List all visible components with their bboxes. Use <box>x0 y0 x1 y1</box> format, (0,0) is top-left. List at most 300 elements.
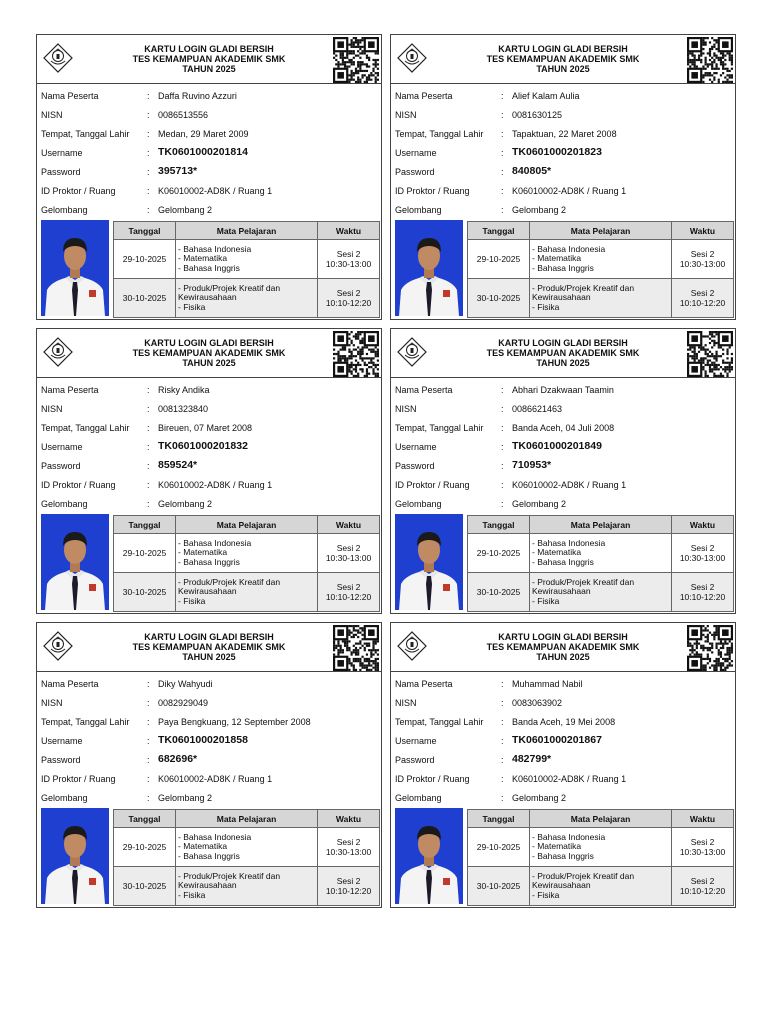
info-label: Password <box>41 167 81 177</box>
table-row <box>468 534 734 573</box>
info-colon: : <box>501 755 504 765</box>
info-row-password <box>395 458 733 477</box>
subject-line: - Matematika <box>178 547 228 558</box>
session-time: 10:30-13:00 <box>325 259 372 269</box>
info-colon: : <box>147 129 150 139</box>
info-colon: : <box>501 480 504 490</box>
info-value-username: TK0601000201814 <box>158 146 248 158</box>
info-value-nisn: 0081323840 <box>158 404 209 414</box>
header-mata-pelajaran: Mata Pelajaran <box>530 222 672 240</box>
info-label: Username <box>41 736 83 746</box>
card-title-line: TES KEMAMPUAN AKADEMIK SMK <box>132 642 286 652</box>
session-time: 10:30-13:00 <box>325 553 372 563</box>
info-colon: : <box>501 499 504 509</box>
session-time: 10:10-12:20 <box>679 886 726 896</box>
schedule-time <box>672 573 734 612</box>
info-value-username: TK0601000201823 <box>512 146 602 158</box>
card-header <box>37 623 381 672</box>
subject-line: - Bahasa Inggris <box>178 262 240 273</box>
tut-wuri-handayani-logo-icon <box>41 41 75 75</box>
info-colon: : <box>147 423 150 433</box>
session-label: Sesi 2 <box>690 543 715 553</box>
participant-info <box>395 676 733 809</box>
schedule-subjects <box>176 573 318 612</box>
table-header-row <box>114 516 380 534</box>
info-label: Gelombang <box>395 499 442 509</box>
info-colon: : <box>147 717 150 727</box>
subject-line: - Bahasa Indonesia <box>178 537 252 548</box>
subject-line: - Produk/Projek Kreatif dan <box>178 282 281 293</box>
participant-info <box>41 382 379 515</box>
info-colon: : <box>501 679 504 689</box>
info-colon: : <box>501 717 504 727</box>
info-label: ID Proktor / Ruang <box>41 186 116 196</box>
table-row <box>114 279 380 318</box>
info-colon: : <box>147 205 150 215</box>
info-row-password <box>395 164 733 183</box>
info-value-username: TK0601000201832 <box>158 440 248 452</box>
subject-line: - Fisika <box>178 595 206 606</box>
session-label: Sesi 2 <box>336 288 361 298</box>
info-value-password: 395713* <box>158 165 198 177</box>
info-row-proktor <box>41 183 379 202</box>
subject-line: - Produk/Projek Kreatif dan <box>178 576 281 587</box>
info-label: ID Proktor / Ruang <box>395 774 470 784</box>
info-label: Nama Peserta <box>395 385 453 395</box>
participant-info <box>395 88 733 221</box>
session-label: Sesi 2 <box>336 876 361 886</box>
card-header <box>391 35 735 84</box>
info-colon: : <box>147 499 150 509</box>
info-value-ttl: Tapaktuan, 22 Maret 2008 <box>512 129 617 139</box>
card-title <box>435 44 691 74</box>
session-time: 10:10-12:20 <box>679 592 726 602</box>
info-label: Password <box>41 755 81 765</box>
info-colon: : <box>501 167 504 177</box>
card-title <box>435 632 691 662</box>
card-header <box>391 329 735 378</box>
card-title-line: TES KEMAMPUAN AKADEMIK SMK <box>486 54 640 64</box>
card-header <box>37 35 381 84</box>
card-title <box>81 44 337 74</box>
info-row-username <box>41 733 379 752</box>
header-tanggal: Tanggal <box>114 516 176 534</box>
info-row-proktor <box>395 771 733 790</box>
card-header <box>37 329 381 378</box>
session-label: Sesi 2 <box>690 249 715 259</box>
info-row-ttl <box>395 420 733 439</box>
header-waktu: Waktu <box>672 516 734 534</box>
info-colon: : <box>147 91 150 101</box>
info-value-gelombang: Gelombang 2 <box>158 793 213 803</box>
exam-schedule-table <box>113 515 380 612</box>
header-mata-pelajaran: Mata Pelajaran <box>530 810 672 828</box>
exam-schedule-table <box>113 221 380 318</box>
login-card <box>390 328 736 614</box>
table-row <box>468 867 734 906</box>
session-time: 10:10-12:20 <box>679 298 726 308</box>
card-title-line: KARTU LOGIN GLADI BERSIH <box>144 44 274 54</box>
info-row-nisn <box>41 695 379 714</box>
qr-code-icon <box>687 331 733 377</box>
subject-line: Kewirausahaan <box>532 880 591 891</box>
info-label: Tempat, Tanggal Lahir <box>41 423 130 433</box>
participant-info <box>41 88 379 221</box>
header-tanggal: Tanggal <box>468 810 530 828</box>
subject-line: - Fisika <box>178 301 206 312</box>
login-card <box>390 622 736 908</box>
info-row-nama <box>41 676 379 695</box>
info-colon: : <box>147 774 150 784</box>
info-colon: : <box>147 404 150 414</box>
schedule-subjects <box>176 240 318 279</box>
info-label: Tempat, Tanggal Lahir <box>395 717 484 727</box>
tut-wuri-handayani-logo-icon <box>41 335 75 369</box>
info-value-ttl: Banda Aceh, 19 Mei 2008 <box>512 717 616 727</box>
card-title-line: TES KEMAMPUAN AKADEMIK SMK <box>486 348 640 358</box>
schedule-date: 30-10-2025 <box>468 573 530 612</box>
info-row-ttl <box>395 714 733 733</box>
header-mata-pelajaran: Mata Pelajaran <box>176 516 318 534</box>
info-row-nama <box>41 382 379 401</box>
schedule-time <box>672 240 734 279</box>
info-row-username <box>41 439 379 458</box>
session-label: Sesi 2 <box>336 543 361 553</box>
info-label: Tempat, Tanggal Lahir <box>395 423 484 433</box>
header-waktu: Waktu <box>672 810 734 828</box>
qr-code-icon <box>687 37 733 83</box>
schedule-date: 30-10-2025 <box>114 279 176 318</box>
schedule-subjects <box>530 279 672 318</box>
info-label: NISN <box>395 404 417 414</box>
subject-line: Kewirausahaan <box>178 292 237 303</box>
card-title-line: TAHUN 2025 <box>536 358 590 368</box>
tut-wuri-handayani-logo-icon <box>41 629 75 663</box>
info-label: Nama Peserta <box>395 679 453 689</box>
session-label: Sesi 2 <box>336 582 361 592</box>
header-waktu: Waktu <box>318 222 380 240</box>
schedule-date: 30-10-2025 <box>468 867 530 906</box>
subject-line: - Matematika <box>532 547 582 558</box>
subject-line: - Bahasa Inggris <box>178 556 240 567</box>
info-row-gelombang <box>395 496 733 515</box>
exam-schedule-table <box>467 809 734 906</box>
info-colon: : <box>501 148 504 158</box>
schedule-date: 29-10-2025 <box>468 534 530 573</box>
info-label: Gelombang <box>395 793 442 803</box>
info-value-nisn: 0083063902 <box>512 698 563 708</box>
info-colon: : <box>501 110 504 120</box>
info-label: Password <box>395 167 435 177</box>
subject-line: - Fisika <box>532 301 560 312</box>
info-label: ID Proktor / Ruang <box>395 480 470 490</box>
info-label: Username <box>395 148 437 158</box>
subject-line: - Produk/Projek Kreatif dan <box>178 870 281 881</box>
subject-line: - Bahasa Indonesia <box>532 831 606 842</box>
table-row <box>114 240 380 279</box>
schedule-subjects <box>530 828 672 867</box>
schedule-subjects <box>530 534 672 573</box>
card-title-line: TAHUN 2025 <box>182 358 236 368</box>
info-colon: : <box>147 679 150 689</box>
info-value-password: 682696* <box>158 753 198 765</box>
participant-info <box>41 676 379 809</box>
exam-schedule-table <box>113 809 380 906</box>
info-row-ttl <box>41 126 379 145</box>
info-label: Username <box>395 442 437 452</box>
info-row-nama <box>41 88 379 107</box>
info-colon: : <box>501 423 504 433</box>
subject-line: - Produk/Projek Kreatif dan <box>532 576 635 587</box>
info-label: NISN <box>41 404 63 414</box>
info-row-gelombang <box>395 202 733 221</box>
student-photo <box>41 808 109 904</box>
login-card <box>36 328 382 614</box>
info-label: Password <box>395 461 435 471</box>
tut-wuri-handayani-logo-icon <box>395 41 429 75</box>
card-title-line: TAHUN 2025 <box>536 64 590 74</box>
info-row-nama <box>395 676 733 695</box>
table-row <box>114 534 380 573</box>
session-time: 10:30-13:00 <box>325 847 372 857</box>
card-title-line: TAHUN 2025 <box>536 652 590 662</box>
info-value-proktor: K06010002-AD8K / Ruang 1 <box>158 186 273 196</box>
session-time: 10:10-12:20 <box>325 298 372 308</box>
schedule-time <box>318 240 380 279</box>
info-value-ttl: Paya Bengkuang, 12 September 2008 <box>158 717 311 727</box>
info-row-gelombang <box>41 202 379 221</box>
info-row-nisn <box>395 695 733 714</box>
subject-line: - Bahasa Indonesia <box>532 243 606 254</box>
subject-line: - Produk/Projek Kreatif dan <box>532 870 635 881</box>
subject-line: - Matematika <box>178 841 228 852</box>
info-value-username: TK0601000201858 <box>158 734 248 746</box>
info-label: Tempat, Tanggal Lahir <box>41 129 130 139</box>
info-label: Username <box>41 148 83 158</box>
header-mata-pelajaran: Mata Pelajaran <box>530 516 672 534</box>
info-colon: : <box>501 442 504 452</box>
subject-line: - Bahasa Inggris <box>532 556 594 567</box>
subject-line: - Bahasa Inggris <box>178 850 240 861</box>
info-value-gelombang: Gelombang 2 <box>158 499 213 509</box>
info-colon: : <box>501 461 504 471</box>
schedule-subjects <box>176 867 318 906</box>
info-value-username: TK0601000201849 <box>512 440 602 452</box>
table-row <box>468 279 734 318</box>
schedule-subjects <box>530 867 672 906</box>
qr-code-icon <box>333 625 379 671</box>
info-row-proktor <box>41 771 379 790</box>
info-value-nama: Abhari Dzakwaan Taamin <box>512 385 614 395</box>
subject-line: - Matematika <box>532 841 582 852</box>
info-label: Username <box>395 736 437 746</box>
info-colon: : <box>501 793 504 803</box>
session-time: 10:10-12:20 <box>325 886 372 896</box>
info-colon: : <box>501 404 504 414</box>
card-title <box>81 338 337 368</box>
info-value-ttl: Medan, 29 Maret 2009 <box>158 129 249 139</box>
subject-line: - Fisika <box>532 889 560 900</box>
schedule-time <box>672 279 734 318</box>
schedule-date: 29-10-2025 <box>468 828 530 867</box>
info-value-gelombang: Gelombang 2 <box>158 205 213 215</box>
header-waktu: Waktu <box>318 516 380 534</box>
table-row <box>468 573 734 612</box>
student-photo <box>41 220 109 316</box>
info-colon: : <box>147 736 150 746</box>
table-row <box>468 240 734 279</box>
session-time: 10:30-13:00 <box>679 847 726 857</box>
info-colon: : <box>501 186 504 196</box>
subject-line: - Bahasa Indonesia <box>178 831 252 842</box>
info-value-nama: Alief Kalam Aulia <box>512 91 580 101</box>
header-tanggal: Tanggal <box>468 222 530 240</box>
card-header <box>391 623 735 672</box>
info-row-proktor <box>395 477 733 496</box>
info-row-nama <box>395 88 733 107</box>
session-time: 10:10-12:20 <box>325 592 372 602</box>
info-row-nama <box>395 382 733 401</box>
info-colon: : <box>147 186 150 196</box>
schedule-date: 30-10-2025 <box>114 867 176 906</box>
info-colon: : <box>501 385 504 395</box>
info-value-username: TK0601000201867 <box>512 734 602 746</box>
schedule-date: 29-10-2025 <box>114 828 176 867</box>
info-colon: : <box>147 167 150 177</box>
info-value-ttl: Banda Aceh, 04 Juli 2008 <box>512 423 615 433</box>
info-value-nama: Daffa Ruvino Azzuri <box>158 91 237 101</box>
info-row-proktor <box>395 183 733 202</box>
info-colon: : <box>501 736 504 746</box>
login-card <box>36 622 382 908</box>
info-value-nisn: 0082929049 <box>158 698 209 708</box>
info-label: NISN <box>41 698 63 708</box>
info-value-proktor: K06010002-AD8K / Ruang 1 <box>512 186 627 196</box>
info-colon: : <box>147 442 150 452</box>
info-row-password <box>41 458 379 477</box>
info-value-nisn: 0086621463 <box>512 404 563 414</box>
info-label: ID Proktor / Ruang <box>395 186 470 196</box>
header-tanggal: Tanggal <box>114 222 176 240</box>
info-value-gelombang: Gelombang 2 <box>512 793 567 803</box>
info-row-username <box>395 733 733 752</box>
session-label: Sesi 2 <box>690 876 715 886</box>
card-title-line: KARTU LOGIN GLADI BERSIH <box>144 632 274 642</box>
info-value-nisn: 0081630125 <box>512 110 563 120</box>
info-row-nisn <box>41 107 379 126</box>
info-value-nisn: 0086513556 <box>158 110 209 120</box>
tut-wuri-handayani-logo-icon <box>395 335 429 369</box>
info-row-password <box>395 752 733 771</box>
table-row <box>114 828 380 867</box>
card-title <box>435 338 691 368</box>
card-title-line: TAHUN 2025 <box>182 64 236 74</box>
schedule-date: 30-10-2025 <box>468 279 530 318</box>
table-header-row <box>468 810 734 828</box>
schedule-subjects <box>176 534 318 573</box>
schedule-date: 29-10-2025 <box>468 240 530 279</box>
student-photo <box>395 514 463 610</box>
schedule-time <box>318 867 380 906</box>
info-label: ID Proktor / Ruang <box>41 774 116 784</box>
info-row-gelombang <box>395 790 733 809</box>
subject-line: - Matematika <box>532 253 582 264</box>
info-colon: : <box>147 755 150 765</box>
schedule-subjects <box>530 573 672 612</box>
table-header-row <box>468 516 734 534</box>
info-row-nisn <box>41 401 379 420</box>
session-label: Sesi 2 <box>336 249 361 259</box>
session-time: 10:30-13:00 <box>679 553 726 563</box>
session-label: Sesi 2 <box>690 837 715 847</box>
table-header-row <box>468 222 734 240</box>
info-colon: : <box>501 698 504 708</box>
info-label: Nama Peserta <box>41 91 99 101</box>
info-row-ttl <box>395 126 733 145</box>
info-row-ttl <box>41 420 379 439</box>
subject-line: Kewirausahaan <box>178 880 237 891</box>
info-label: NISN <box>41 110 63 120</box>
info-row-nisn <box>395 107 733 126</box>
schedule-time <box>318 279 380 318</box>
info-row-proktor <box>41 477 379 496</box>
schedule-time <box>318 828 380 867</box>
subject-line: - Produk/Projek Kreatif dan <box>532 282 635 293</box>
header-mata-pelajaran: Mata Pelajaran <box>176 810 318 828</box>
info-label: Gelombang <box>41 793 88 803</box>
card-title-line: TAHUN 2025 <box>182 652 236 662</box>
info-row-password <box>41 752 379 771</box>
subject-line: - Fisika <box>532 595 560 606</box>
subject-line: Kewirausahaan <box>532 292 591 303</box>
student-photo <box>395 808 463 904</box>
exam-schedule-table <box>467 515 734 612</box>
subject-line: - Bahasa Inggris <box>532 850 594 861</box>
info-value-nama: Risky Andika <box>158 385 210 395</box>
subject-line: - Bahasa Indonesia <box>178 243 252 254</box>
session-label: Sesi 2 <box>690 582 715 592</box>
student-photo <box>41 514 109 610</box>
subject-line: - Matematika <box>178 253 228 264</box>
table-row <box>114 573 380 612</box>
info-row-password <box>41 164 379 183</box>
info-colon: : <box>501 129 504 139</box>
info-value-ttl: Bireuen, 07 Maret 2008 <box>158 423 253 433</box>
info-label: Password <box>395 755 435 765</box>
header-mata-pelajaran: Mata Pelajaran <box>176 222 318 240</box>
info-label: ID Proktor / Ruang <box>41 480 116 490</box>
schedule-subjects <box>176 828 318 867</box>
exam-schedule-table <box>467 221 734 318</box>
qr-code-icon <box>333 37 379 83</box>
student-photo <box>395 220 463 316</box>
info-colon: : <box>147 148 150 158</box>
info-label: Nama Peserta <box>41 679 99 689</box>
info-row-gelombang <box>41 790 379 809</box>
info-row-nisn <box>395 401 733 420</box>
card-title-line: KARTU LOGIN GLADI BERSIH <box>144 338 274 348</box>
info-label: NISN <box>395 110 417 120</box>
schedule-time <box>672 828 734 867</box>
schedule-time <box>318 534 380 573</box>
info-colon: : <box>501 91 504 101</box>
info-label: Nama Peserta <box>395 91 453 101</box>
info-label: Gelombang <box>41 205 88 215</box>
session-label: Sesi 2 <box>336 837 361 847</box>
info-row-ttl <box>41 714 379 733</box>
tut-wuri-handayani-logo-icon <box>395 629 429 663</box>
info-value-password: 710953* <box>512 459 552 471</box>
